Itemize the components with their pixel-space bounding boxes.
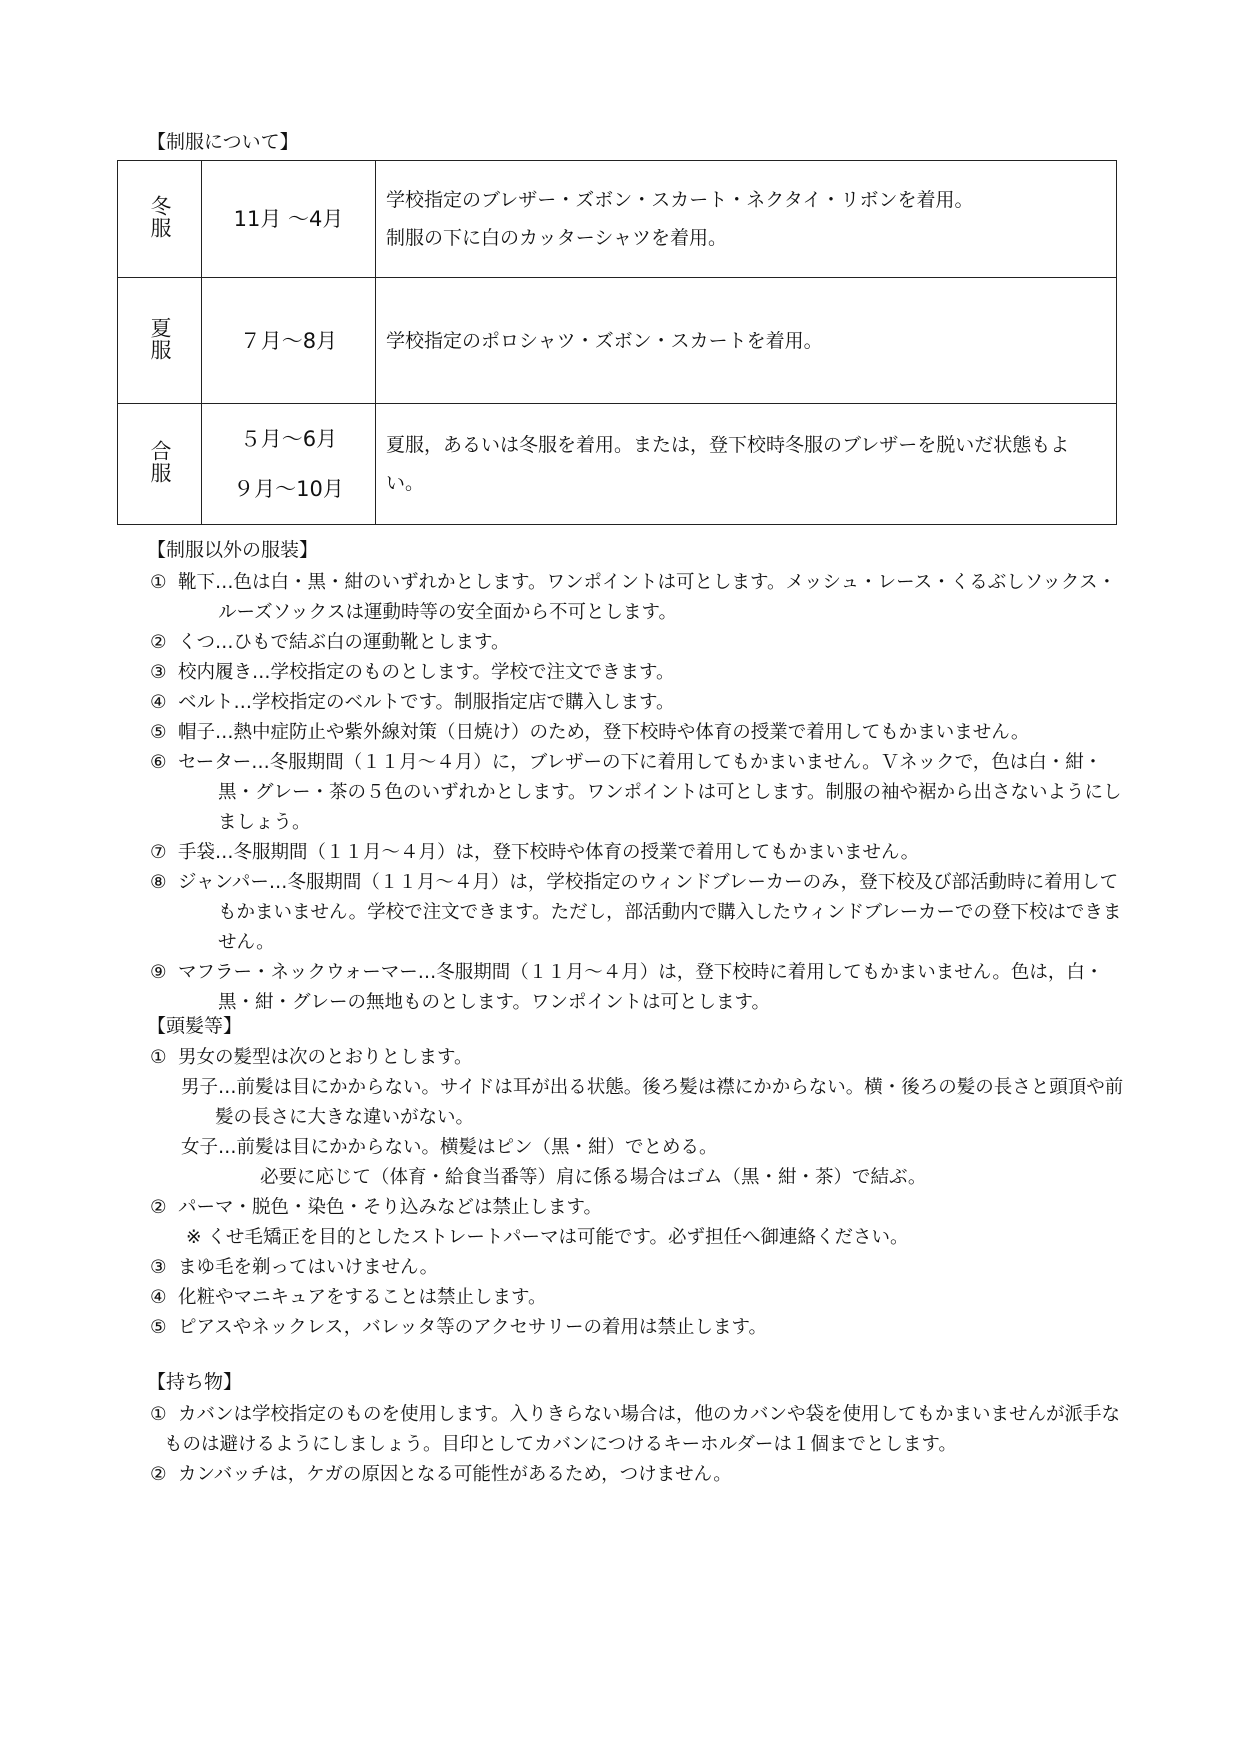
list-item: [150, 1400, 1125, 1460]
list-item: [150, 868, 1125, 958]
item-number: ④: [150, 1287, 167, 1308]
item-text: ベルト…学校指定のベルトです。制服指定店で購入します。: [178, 692, 675, 713]
item-text: カバンは学校指定のものを使用します。入りきらない場合は，他のカバンや袋を使用してもかまいませんが派手なものは避けるようにしましょう。目印としてカバンにつけるキーホルダーは１個までとします。: [164, 1404, 1121, 1455]
item-number: ⑤: [150, 1317, 167, 1338]
item-number: ⑤: [150, 722, 167, 743]
item-text: パーマ・脱色・染色・そり込みなどは禁止します。: [178, 1197, 603, 1218]
item-number: ⑨: [150, 962, 167, 983]
description-line: 学校指定のポロシャツ・ズボン・スカートを着用。: [386, 329, 823, 352]
clothing-list: [150, 568, 1125, 1018]
item-text: カンバッチは，ケガの原因となる可能性があるため，つけません。: [178, 1464, 732, 1485]
item-text: 男女の髪型は次のとおりとします。: [178, 1047, 473, 1068]
description-line: 夏服，あるいは冬服を着用。または，登下校時冬服のブレザーを脱いだ状態もよい。: [386, 434, 1070, 494]
description-line: 学校指定のブレザー・ズボン・スカート・ネクタイ・リボンを着用。: [386, 189, 974, 211]
item-text: セーター…冬服期間（１１月～４月）に，ブレザーの下に着用してもかまいません。Ｖネックで，色は白・紺・黒・グレー・茶の５色のいずれかとします。ワンポイントは可とします。制服の袖や裾から出さないようにしましょう。: [178, 752, 1122, 833]
description-cell: [376, 278, 1117, 404]
period-cell: [202, 404, 376, 525]
item-text: マフラー・ネックウォーマー…冬服期間（１１月～４月）は，登下校時に着用してもかまいません。色は，白・黒・紺・グレーの無地ものとします。ワンポイントは可とします。: [178, 962, 1104, 1013]
list-item: [150, 838, 1125, 868]
list-item: [150, 1253, 1125, 1283]
item-number: ①: [150, 572, 167, 593]
list-item: [150, 628, 1125, 658]
list-item: [150, 1460, 1125, 1490]
period-text: ９月～10月: [233, 477, 344, 501]
item-text: くつ…ひもで結ぶ白の運動靴とします。: [178, 632, 510, 653]
description-line: 制服の下に白のカッターシャツを着用。: [386, 227, 728, 249]
season-cell: [118, 161, 202, 278]
item-text: 校内履き…学校指定のものとします。学校で注文できます。: [178, 662, 675, 683]
item-text: ピアスやネックレス，バレッタ等のアクセサリーの着用は禁止します。: [178, 1317, 768, 1338]
girls-rule-note: 必要に応じて（体育・給食当番等）肩に係る場合はゴム（黒・紺・茶）で結ぶ。: [260, 1167, 927, 1188]
item-number: ②: [150, 1197, 167, 1218]
girls-rule: 女子…前髪は目にかからない。横髪はピン（黒・紺）でとめる。: [181, 1137, 718, 1158]
list-item: [150, 958, 1125, 1018]
item-number: ①: [150, 1047, 167, 1068]
boys-rule: 男子…前髪は目にかからない。サイドは耳が出る状態。後ろ髪は襟にかからない。横・後ろの髪の長さと頭頂や前髪の長さに大きな違いがない。: [181, 1077, 1124, 1128]
list-item: [150, 718, 1125, 748]
clothing-heading: 【制服以外の服装】: [147, 539, 319, 561]
item-number: ⑥: [150, 752, 167, 773]
list-item: [150, 568, 1125, 628]
item-text: まゆ毛を剃ってはいけません。: [178, 1257, 439, 1278]
item-text: 手袋…冬服期間（１１月～４月）は，登下校時や体育の授業で着用してもかまいません。: [178, 842, 920, 863]
period-text: 11月 ～4月: [233, 207, 344, 231]
period-text: ７月～8月: [239, 328, 338, 353]
description-cell: [376, 404, 1117, 525]
list-item: [150, 1283, 1125, 1313]
item-number: ②: [150, 1464, 167, 1485]
uniform-table: [117, 160, 1117, 525]
season-label: 冬服: [148, 195, 172, 239]
list-item: [150, 658, 1125, 688]
perm-note: ※ くせ毛矯正を目的としたストレートパーマは可能です。必ず担任へ御連絡ください。: [186, 1227, 909, 1248]
item-text: ジャンパー…冬服期間（１１月～４月）は，学校指定のウィンドブレーカーのみ，登下校及び部活動時に着用してもかまいません。学校で注文できます。ただし，部活動内で購入したウィンドブレーカーでの登下校はできません。: [178, 872, 1122, 953]
list-item: [150, 1193, 1125, 1223]
season-cell: [118, 404, 202, 525]
item-text: 帽子…熱中症防止や紫外線対策（日焼け）のため，登下校時や体育の授業で着用してもかまいません。: [178, 722, 1030, 743]
item-number: ①: [150, 1404, 167, 1425]
item-text: 化粧やマニキュアをすることは禁止します。: [178, 1287, 547, 1308]
list-item: [150, 748, 1125, 838]
item-number: ⑦: [150, 842, 167, 863]
period-cell: [202, 161, 376, 278]
season-label: 夏服: [148, 316, 172, 361]
list-item: [150, 1043, 1125, 1073]
belongings-list: [150, 1400, 1125, 1490]
period-text: ５月～6月: [239, 427, 338, 451]
item-number: ⑧: [150, 872, 167, 893]
hair-heading: 【頭髪等】: [147, 1015, 243, 1037]
table-row-summer: [118, 278, 1117, 404]
list-item: [150, 688, 1125, 718]
description-cell: [376, 161, 1117, 278]
item-number: ②: [150, 632, 167, 653]
belongings-heading: 【持ち物】: [147, 1371, 243, 1393]
item-text: 靴下…色は白・黒・紺のいずれかとします。ワンポイントは可とします。メッシュ・レース・くるぶしソックス・ルーズソックスは運動時等の安全面から不可とします。: [178, 572, 1117, 623]
table-row-winter: [118, 161, 1117, 278]
uniform-heading: 【制服について】: [147, 131, 299, 153]
item-number: ③: [150, 1257, 167, 1278]
period-cell: [202, 278, 376, 404]
season-label: 合服: [148, 440, 172, 484]
season-cell: [118, 278, 202, 404]
item-number: ③: [150, 662, 167, 683]
table-row-intermediate: [118, 404, 1117, 525]
hair-list: [150, 1043, 1125, 1343]
list-item: [150, 1313, 1125, 1343]
item-number: ④: [150, 692, 167, 713]
